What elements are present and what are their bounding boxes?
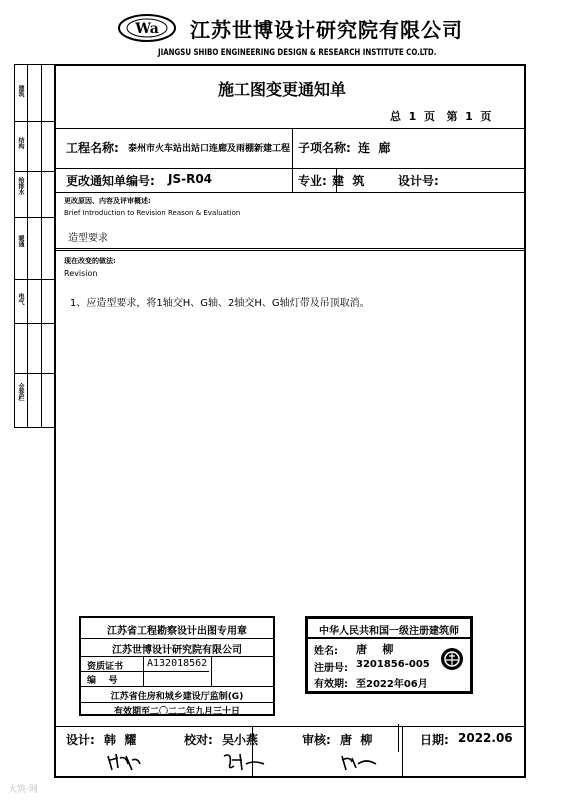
designer-signature (106, 752, 142, 776)
revision-label-en: Revision (64, 269, 98, 278)
sidebar-cell: 会签栏 (17, 383, 24, 401)
stamp-line: 江苏世博设计研究院有限公司 (112, 645, 242, 656)
major-label: 专业: (298, 174, 327, 188)
sign-off-sidebar (14, 64, 54, 428)
stamp-line: 中华人民共和国一级注册建筑师 (319, 626, 459, 637)
company-logo (117, 12, 177, 44)
checker-value: 吴小燕 (222, 733, 259, 747)
checker-signature (220, 750, 266, 776)
stamp-emblem-icon (440, 647, 464, 671)
date-value: 2022.06 (458, 731, 513, 745)
revision-text: 1、应造型要求，将1轴交H、G轴、2轴交H、G轴灯带及吊顶取消。 (70, 298, 370, 309)
stamp-line: 江苏省住房和城乡建设厅监制(G) (110, 692, 244, 702)
sidebar-cell: 暖通 (17, 235, 24, 247)
reviewer-value: 唐 柳 (340, 733, 373, 747)
design-seal-stamp (79, 616, 275, 716)
date-label: 日期: (420, 733, 449, 747)
stamp-valid-label: 有效期: (314, 679, 348, 690)
sub-item-value: 连 廊 (358, 141, 391, 155)
stamp-reg-value: 3201856-005 (356, 659, 430, 670)
company-name-en: JIANGSU SHIBO ENGINEERING DESIGN & RESEARCH INSTITUTE CO.LTD. (158, 48, 437, 58)
reviewer-signature (338, 752, 378, 776)
stamp-cert-value: A132018562 (147, 658, 208, 669)
logo-text: Wa (135, 21, 159, 37)
sidebar-cell: 电气 (17, 293, 24, 305)
checker-label: 校对: (184, 733, 213, 747)
project-value: 泰州市火车站出站口连廊及雨棚新建工程 (128, 144, 291, 154)
form-title: 施工图变更通知单 (218, 80, 347, 99)
stamp-line: 江苏省工程勘察设计出图专用章 (107, 626, 247, 637)
stamp-cert-label: 资质证书 (87, 662, 124, 672)
stamp-valid-value: 至2022年06月 (356, 679, 428, 690)
revision-label-cn: 现在改变的做法: (64, 257, 116, 265)
sidebar-cell: 结构 (17, 137, 24, 149)
stamp-reg-label: 注册号: (314, 663, 348, 674)
design-no-label: 设计号: (398, 174, 439, 188)
sidebar-cell: 建筑 (17, 85, 24, 97)
sidebar-cell: 给排水 (17, 177, 24, 195)
designer-label: 设计: (66, 733, 95, 747)
page-count: 总 1 页 第 1 页 (390, 110, 492, 123)
stamp-name-value: 唐 柳 (356, 643, 394, 656)
designer-value: 韩 耀 (104, 733, 137, 747)
notice-no-value: JS-R04 (168, 172, 213, 186)
sub-item-label: 子项名称: (298, 141, 351, 155)
notice-no-label: 更改通知单编号: (66, 174, 155, 188)
reviewer-label: 审核: (302, 733, 331, 747)
watermark: 大筑·网 (8, 785, 38, 795)
company-name-cn: 江苏世博设计研究院有限公司 (190, 18, 463, 42)
architect-seal-stamp (305, 616, 473, 694)
stamp-name-label: 姓名: (314, 646, 338, 657)
project-label: 工程名称: (66, 141, 119, 155)
stamp-line: 有效期至二〇二二年九月三十日 (113, 707, 240, 717)
major-value: 建 筑 (332, 174, 365, 188)
stamp-no-label: 编 号 (87, 676, 118, 686)
reason-text: 造型要求 (68, 233, 108, 244)
reason-label-en: Brief Introduction to Revision Reason & Evaluation (64, 209, 241, 217)
reason-label-cn: 更改原因、内容及评审概述: (64, 197, 151, 205)
